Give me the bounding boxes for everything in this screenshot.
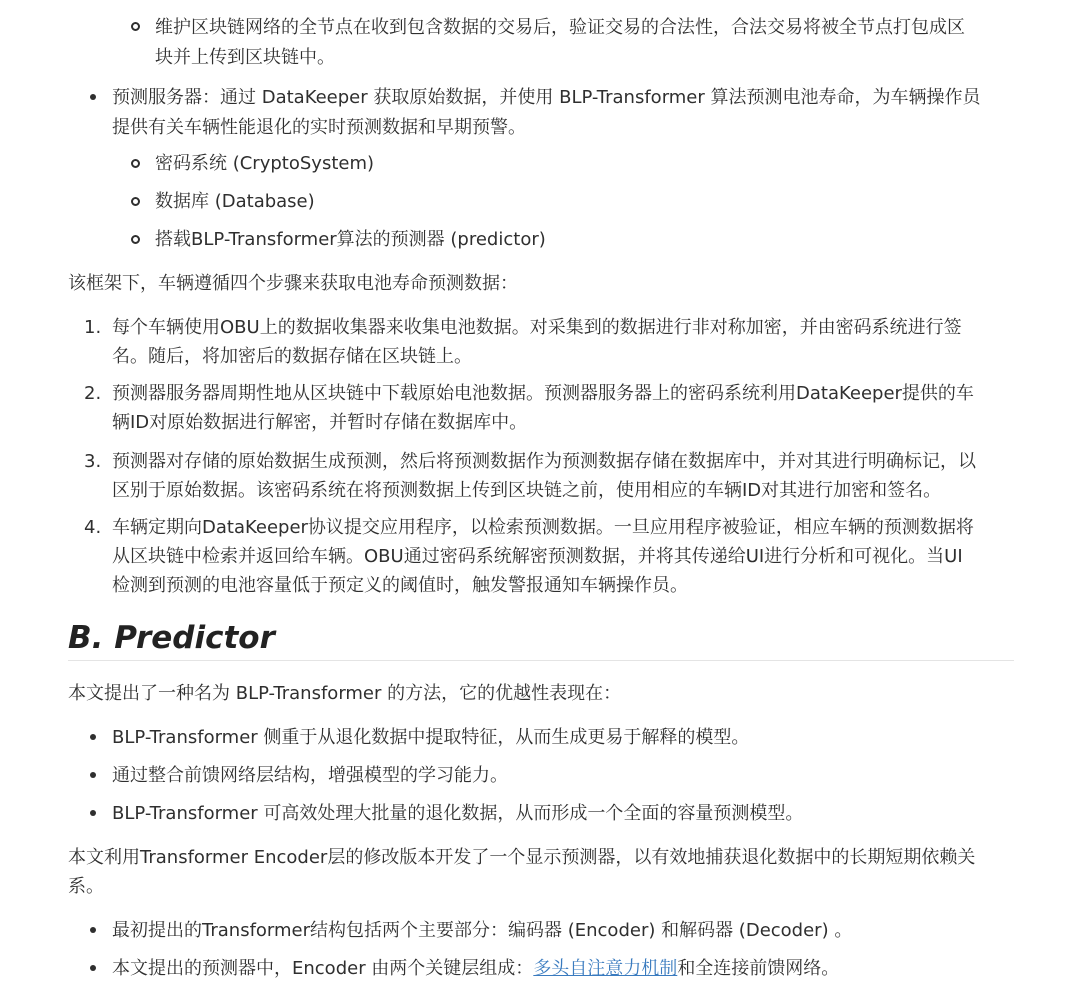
bullet-dot-icon — [90, 810, 96, 816]
list-item-text: 提供有关车辆性能退化的实时预测数据和早期预警。 — [112, 117, 526, 138]
sub-item-predictor: 搭载BLP-Transformer算法的预测器 (predictor) — [155, 229, 546, 250]
sub-item-database: 数据库 (Database) — [155, 191, 315, 212]
step-text: 预测器对存储的原始数据生成预测，然后将预测数据作为预测数据存储在数据库中，并对其进行明确标记，以 — [112, 451, 976, 472]
list-item-text — [112, 957, 839, 981]
sub-item-cryptosystem: 密码系统 (CryptoSystem) — [155, 153, 375, 174]
sub-item-text: 维护区块链网络的全节点在收到包含数据的交易后，验证交易的合法性，合法交易将被全节点打包成区 — [155, 17, 965, 38]
step-text: 预测器服务器周期性地从区块链中下载原始电池数据。预测器服务器上的密码系统利用DataKeeper提供的车 — [112, 383, 974, 404]
step-text: 车辆定期向DataKeeper协议提交应用程序，以检索预测数据。一旦应用程序被验证，相应车辆的预测数据将 — [112, 517, 974, 538]
step-text: 检测到预测的电池容量低于预定义的阈值时，触发警报通知车辆操作员。 — [112, 575, 688, 596]
paragraph-text: 系。 — [68, 876, 104, 897]
section-heading: B. Predictor — [68, 620, 275, 656]
bullet-dot-icon — [90, 772, 96, 778]
step-text: 区别于原始数据。该密码系统在将预测数据上传到区块链之前，使用相应的车辆ID对其进行加密和签名。 — [112, 480, 942, 501]
list-item-suffix: 和全连接前馈网络。 — [677, 958, 840, 979]
step-text: 名。随后，将加密后的数据存储在区块链上。 — [112, 346, 472, 367]
list-item-text: 通过整合前馈网络层结构，增强模型的学习能力。 — [112, 765, 508, 786]
bullet-dot-icon — [90, 927, 96, 933]
paragraph-text: 本文利用Transformer Encoder层的修改版本开发了一个显示预测器，以有效地捕获退化数据中的长期短期依赖关 — [68, 847, 976, 868]
list-item-text: 最初提出的Transformer结构包括两个主要部分：编码器 (Encoder) 和解码器 (Decoder) 。 — [112, 920, 853, 941]
circle-bullet-icon — [131, 22, 140, 31]
list-item-text: 预测服务器：通过 DataKeeper 获取原始数据，并使用 BLP-Transformer 算法预测电池寿命，为车辆操作员 — [112, 87, 981, 108]
circle-bullet-icon — [131, 159, 140, 168]
step-number: 1. — [84, 317, 102, 338]
step-text: 辆ID对原始数据进行解密，并暂时存储在数据库中。 — [112, 412, 528, 433]
step-text: 从区块链中检索并返回给车辆。OBU通过密码系统解密预测数据，并将其传递给UI进行分析和可视化。当UI — [112, 546, 963, 567]
multi-head-attention-link[interactable]: 多头自注意力机制 — [533, 958, 678, 979]
step-number: 2. — [84, 383, 102, 404]
paragraph-text: 该框架下，车辆遵循四个步骤来获取电池寿命预测数据： — [68, 273, 518, 294]
bullet-dot-icon — [90, 734, 96, 740]
bullet-dot-icon — [90, 94, 96, 100]
step-number: 3. — [84, 451, 102, 472]
list-item-prefix: 本文提出的预测器中，Encoder 由两个关键层组成： — [112, 958, 534, 979]
paragraph-text: 本文提出了一种名为 BLP-Transformer 的方法，它的优越性表现在： — [68, 683, 622, 704]
circle-bullet-icon — [131, 197, 140, 206]
circle-bullet-icon — [131, 235, 140, 244]
sub-item-text: 块并上传到区块链中。 — [155, 47, 335, 68]
step-number: 4. — [84, 517, 102, 538]
step-text: 每个车辆使用OBU上的数据收集器来收集电池数据。对采集到的数据进行非对称加密，并由密码系统进行签 — [112, 317, 962, 338]
list-item-text: BLP-Transformer 侧重于从退化数据中提取特征，从而生成更易于解释的模型。 — [112, 727, 750, 748]
list-item-text: BLP-Transformer 可高效处理大批量的退化数据，从而形成一个全面的容量预测模型。 — [112, 803, 804, 824]
heading-divider — [68, 660, 1014, 661]
bullet-dot-icon — [90, 965, 96, 971]
